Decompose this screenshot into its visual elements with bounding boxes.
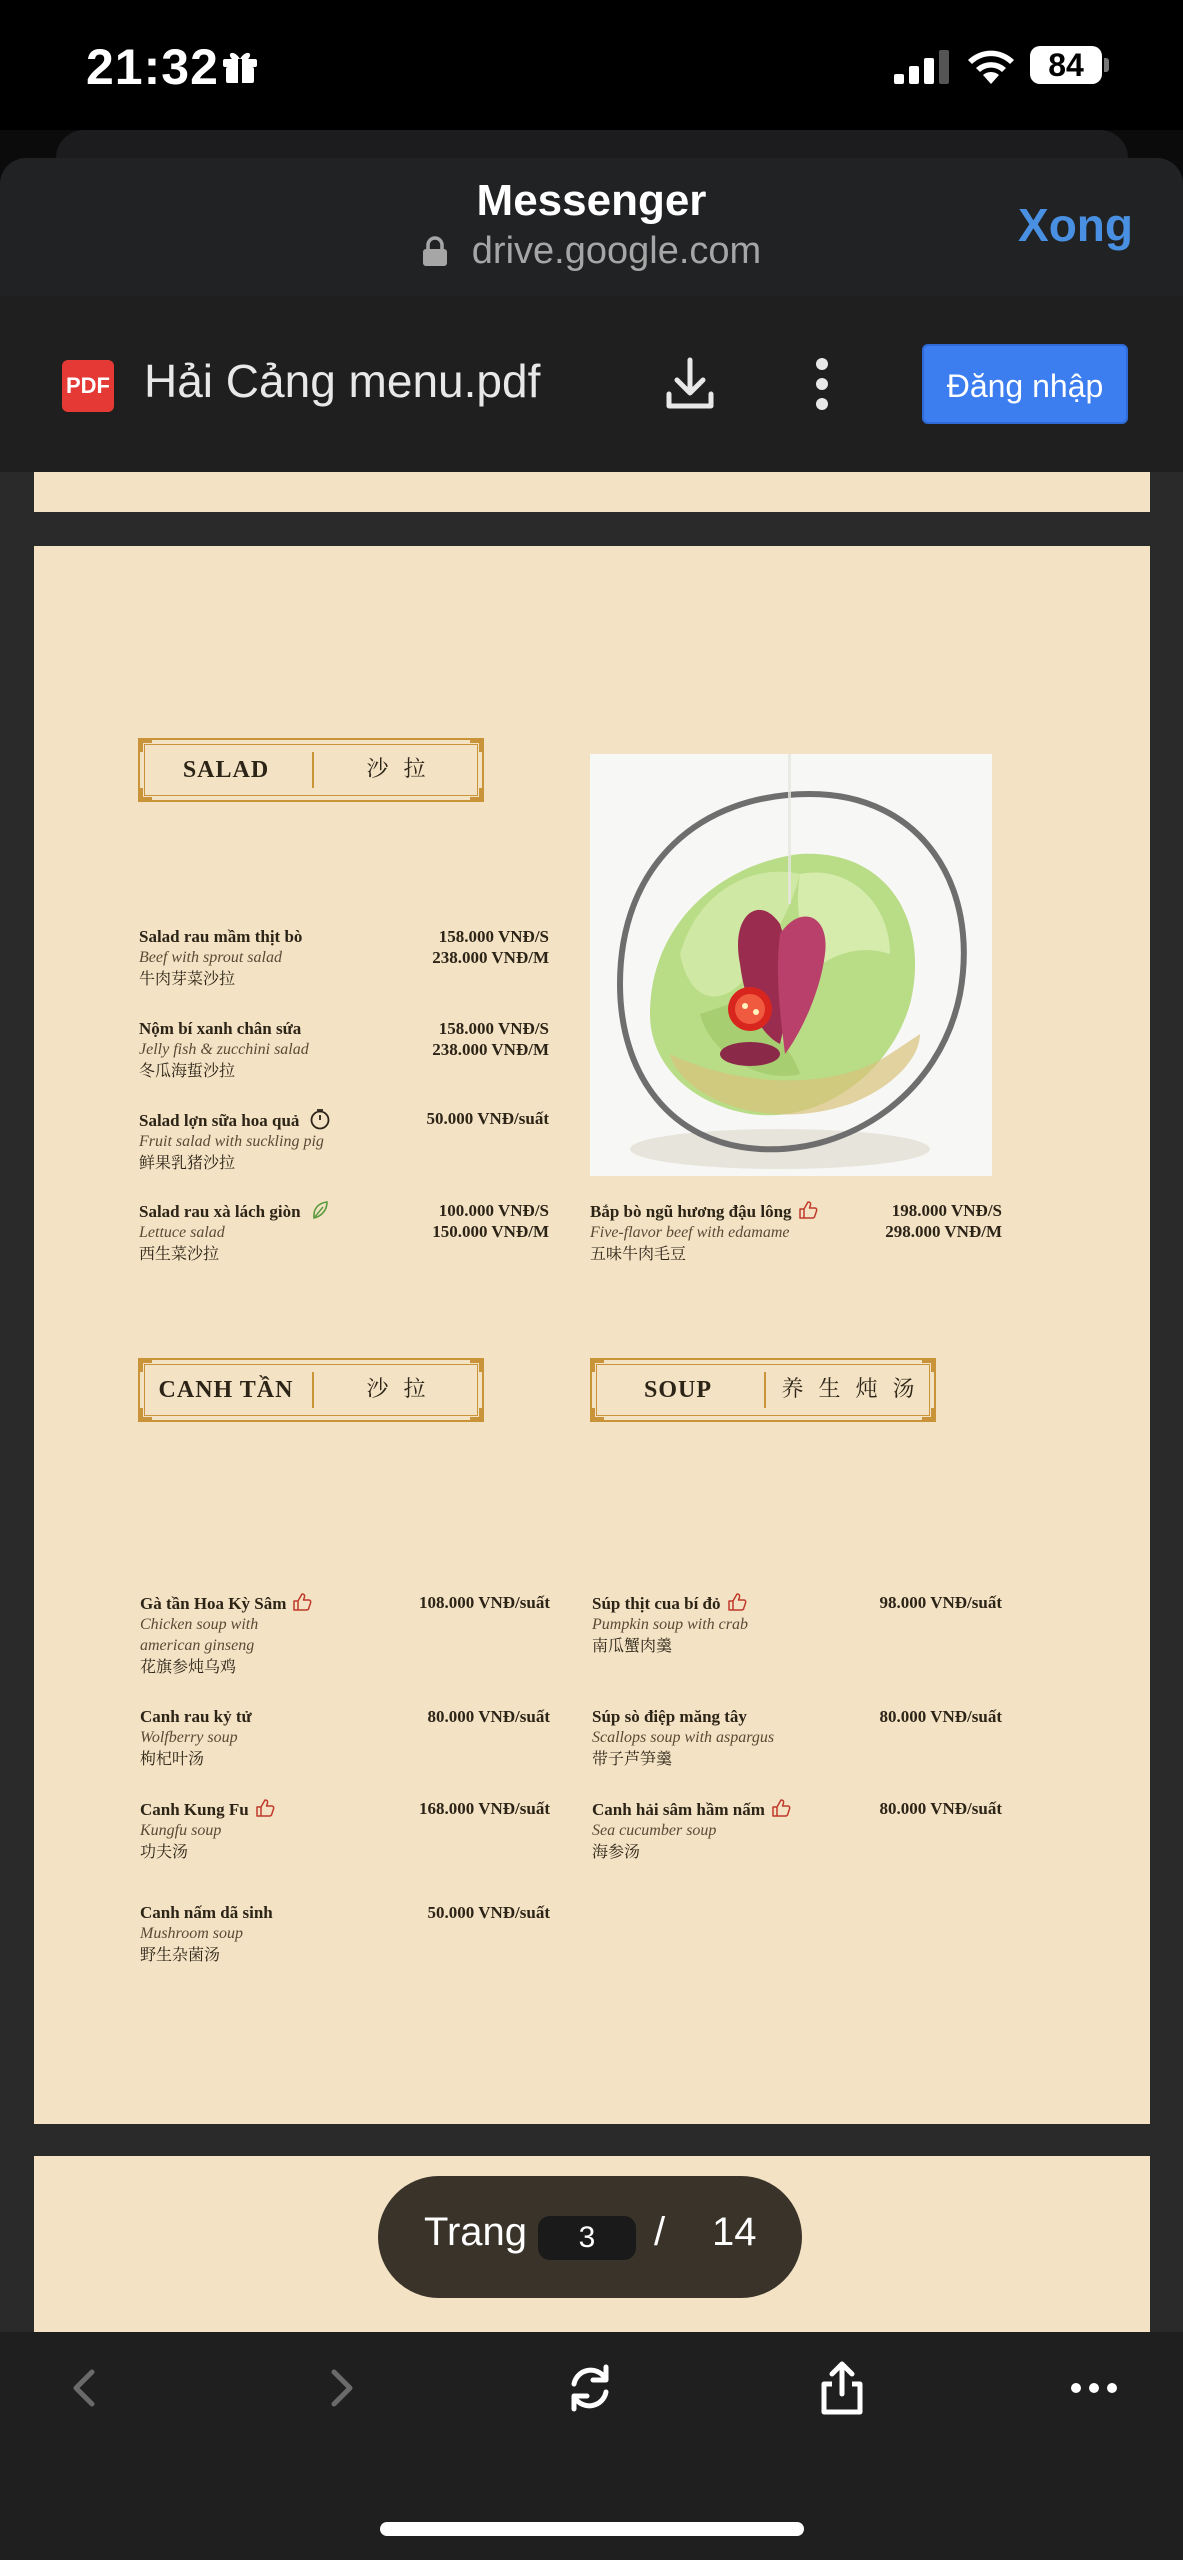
- lock-icon: [422, 236, 448, 266]
- more-horizontal-icon[interactable]: [1064, 2358, 1124, 2418]
- page-number-input[interactable]: 3: [538, 2216, 636, 2260]
- menu-item: Salad rau mầm thịt bò Beef with sprout salad 牛肉芽菜沙拉 158.000 VNĐ/S 238.000 VNĐ/M: [139, 927, 549, 988]
- menu-item: Nộm bí xanh chân sứa Jelly fish & zucchini salad 冬瓜海蜇沙拉 158.000 VNĐ/S 238.000 VNĐ/M: [139, 1019, 549, 1080]
- menu-item: Gà tần Hoa Kỳ Sâm Chicken soup with american ginseng 花旗参炖乌鸡 108.000 VNĐ/suất: [140, 1593, 550, 1676]
- pdf-viewer[interactable]: [0, 472, 1183, 2332]
- download-icon[interactable]: [664, 354, 716, 414]
- url-bar[interactable]: [0, 230, 1183, 273]
- sign-in-button[interactable]: Đăng nhập: [922, 344, 1128, 424]
- salad-bowl-illustration: [590, 754, 992, 1176]
- thumbs-up-icon: [292, 1592, 312, 1612]
- menu-item: Súp thịt cua bí đỏ Pumpkin soup with crab 南瓜蟹肉羹 98.000 VNĐ/suất: [592, 1593, 1002, 1655]
- salad-header-zh: 沙 拉: [366, 757, 430, 782]
- soup-header-en: SOUP: [643, 1377, 712, 1403]
- wifi-icon: [965, 44, 1017, 86]
- item-price: 198.000 VNĐ/S 298.000 VNĐ/M: [885, 1201, 1002, 1241]
- gift-icon: [220, 45, 260, 85]
- item-price: 168.000 VNĐ/suất: [419, 1799, 550, 1818]
- menu-item: Salad rau xà lách giòn Lettuce salad 西生菜沙拉 100.000 VNĐ/S 150.000 VNĐ/M: [139, 1201, 549, 1263]
- more-options-icon[interactable]: [812, 354, 832, 414]
- item-price: 158.000 VNĐ/S 238.000 VNĐ/M: [432, 1019, 549, 1059]
- soup-section-header: [590, 1358, 936, 1422]
- pdf-file-icon: PDF: [62, 360, 114, 412]
- menu-item: Canh rau kỷ tử Wolfberry soup 枸杞叶汤 80.000 VNĐ/suất: [140, 1707, 550, 1768]
- item-price: 80.000 VNĐ/suất: [879, 1799, 1002, 1818]
- thumbs-up-icon: [771, 1798, 791, 1818]
- page-separator: /: [654, 2210, 666, 2254]
- battery-indicator: 84: [1030, 46, 1102, 84]
- thumbs-up-icon: [727, 1592, 747, 1612]
- page-label: Trang: [424, 2210, 528, 2254]
- reload-icon[interactable]: [560, 2358, 620, 2418]
- menu-item: Canh hải sâm hầm nấm Sea cucumber soup 海参汤 80.000 VNĐ/suất: [592, 1799, 1002, 1861]
- item-price: 50.000 VNĐ/suất: [427, 1903, 550, 1922]
- back-icon[interactable]: [56, 2358, 116, 2418]
- home-indicator[interactable]: [380, 2522, 804, 2536]
- url-text: drive.google.com: [471, 230, 762, 272]
- previous-page: [34, 472, 1150, 512]
- menu-item: Canh nấm dã sinh Mushroom soup 野生杂菌汤 50.000 VNĐ/suất: [140, 1903, 550, 1964]
- cellular-signal-icon: [894, 50, 950, 84]
- menu-item: Canh Kung Fu Kungfu soup 功夫汤 168.000 VNĐ/suất: [140, 1799, 550, 1861]
- thumbs-up-icon: [798, 1200, 818, 1220]
- item-price: 158.000 VNĐ/S 238.000 VNĐ/M: [432, 927, 549, 967]
- item-price: 50.000 VNĐ/suất: [426, 1109, 549, 1128]
- canh-section-header: [138, 1358, 484, 1422]
- pdf-page: [34, 546, 1150, 2124]
- page-indicator: [378, 2176, 802, 2298]
- item-price: 98.000 VNĐ/suất: [879, 1593, 1002, 1612]
- done-button[interactable]: Xong: [1018, 199, 1133, 251]
- canh-header-en: CANH TẦN: [158, 1377, 294, 1403]
- salad-section-header: [138, 738, 484, 802]
- status-time: 21:32: [86, 39, 219, 95]
- browser-title: Messenger: [476, 176, 707, 225]
- salad-header-en: SALAD: [182, 757, 270, 783]
- browser-header: [0, 158, 1183, 296]
- canh-header-zh: 沙 拉: [366, 1377, 430, 1402]
- menu-item: Súp sò điệp măng tây Scallops soup with aspargus 带子芦笋羹 80.000 VNĐ/suất: [592, 1707, 1002, 1768]
- menu-item: Bắp bò ngũ hương đậu lông Five-flavor beef with edamame 五味牛肉毛豆 198.000 VNĐ/S 298.000 VNĐ/M: [590, 1201, 1002, 1263]
- item-price: 100.000 VNĐ/S 150.000 VNĐ/M: [432, 1201, 549, 1241]
- forward-icon[interactable]: [310, 2358, 370, 2418]
- battery-tip: [1104, 58, 1109, 72]
- soup-header-zh: 养 生 炖 汤: [781, 1377, 919, 1402]
- drive-toolbar: [0, 296, 1183, 472]
- menu-item: Salad lợn sữa hoa quả Fruit salad with suckling pig 鲜果乳猪沙拉 50.000 VNĐ/suất: [139, 1109, 549, 1172]
- page-total: 14: [712, 2210, 757, 2254]
- leaf-icon: [311, 1200, 329, 1220]
- item-price: 80.000 VNĐ/suất: [427, 1707, 550, 1726]
- salad-photo: [590, 754, 992, 1176]
- share-icon[interactable]: [812, 2358, 872, 2418]
- timer-icon: [309, 1108, 331, 1130]
- thumbs-up-icon: [255, 1798, 275, 1818]
- file-name: Hải Cảng menu.pdf: [144, 355, 541, 407]
- item-price: 80.000 VNĐ/suất: [879, 1707, 1002, 1726]
- status-bar: [0, 0, 1183, 130]
- item-price: 108.000 VNĐ/suất: [419, 1593, 550, 1612]
